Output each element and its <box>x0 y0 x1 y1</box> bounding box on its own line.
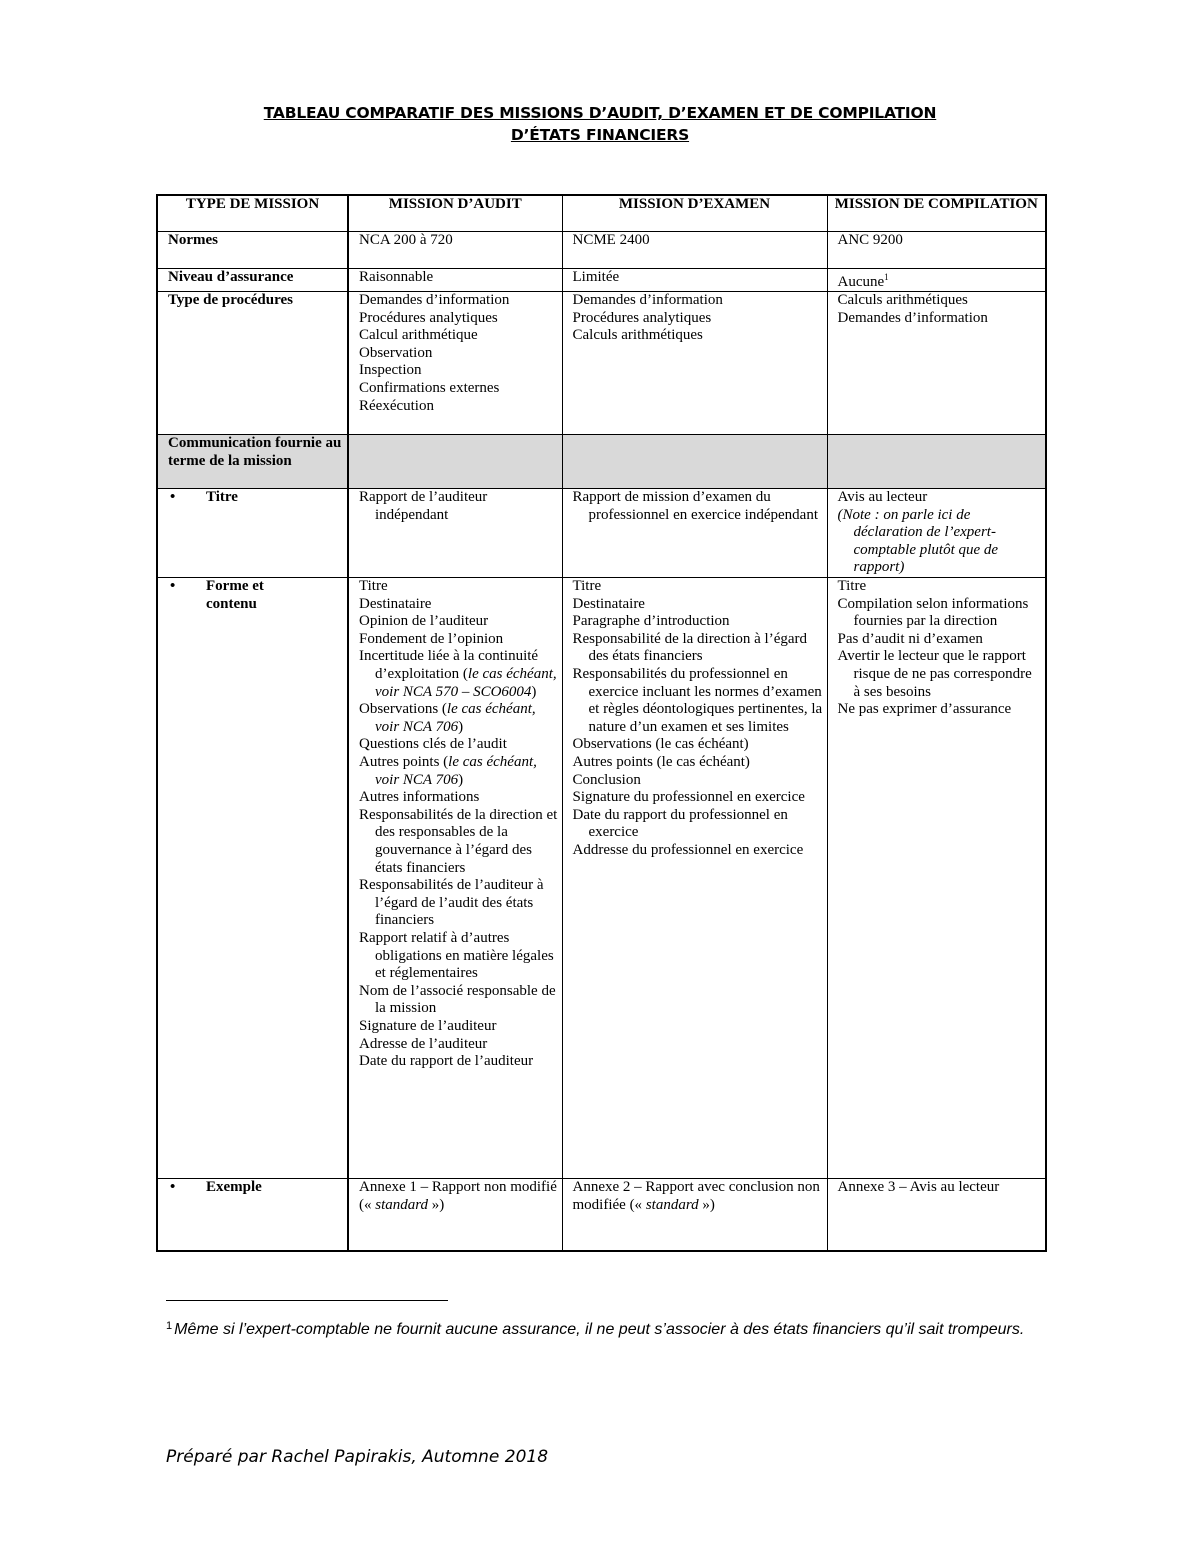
table-row-forme <box>157 578 1046 1179</box>
comparison-table <box>156 194 1047 1252</box>
list-item: Demandes d’information <box>359 292 510 309</box>
prepared-by: Préparé par Rachel Papirakis, Automne 2018 <box>166 1447 549 1467</box>
list-item: Titre <box>572 578 602 595</box>
list-item: Procédures analytiques <box>359 309 498 326</box>
list-item: Procédures analytiques <box>572 309 712 326</box>
row-label-forme <box>168 578 343 613</box>
list-item <box>359 701 558 736</box>
row-label-forme-cell <box>157 578 348 1179</box>
list-item: Adresse de l’auditeur <box>359 1035 488 1052</box>
list-item <box>359 754 558 789</box>
footnote-text: Même si l’expert-comptable ne fournit aucune assurance, il ne peut s’associer à des états financiers qu’il sait trompeurs. <box>174 1321 1025 1338</box>
header-mission-audit: MISSION D’AUDIT <box>348 195 562 231</box>
footnote <box>166 1315 1046 1341</box>
list-item: Opinion de l’auditeur <box>359 613 489 630</box>
list-item: Signature de l’auditeur <box>359 1017 497 1034</box>
title-line-1: TABLEAU COMPARATIF DES MISSIONS D’AUDIT, D’EXAMEN ET DE COMPILATION <box>263 104 937 122</box>
list-item-text: Observations ( <box>359 701 447 718</box>
list-item: Paragraphe d’introduction <box>572 613 730 630</box>
table-row-exemple <box>157 1179 1046 1251</box>
row-label-forme-text: Forme et contenu <box>206 578 264 612</box>
exemple-examen-text: Annexe 2 – Rapport avec conclusion non modifiée (« <box>572 1179 820 1213</box>
forme-compilation <box>827 578 1046 1179</box>
row-label-titre-cell <box>157 489 348 578</box>
list-item: Nom de l’associé responsable de la mission <box>359 982 556 1017</box>
table-row-titre <box>157 489 1046 578</box>
list-item: Autres informations <box>359 789 480 806</box>
bullet: • <box>170 1179 176 1196</box>
communication-audit <box>348 435 562 489</box>
bullet: • <box>170 489 176 506</box>
titre-examen <box>562 489 827 578</box>
communication-compilation <box>827 435 1046 489</box>
title-line-2: D’ÉTATS FINANCIERS <box>510 126 690 144</box>
assurance-examen: Limitée <box>562 268 827 292</box>
list-item-text: Incertitude liée à la continuité d’exploitation ( <box>359 648 539 683</box>
list-item: Destinataire <box>572 595 645 612</box>
exemple-audit-end: ») <box>428 1196 445 1213</box>
list-item: Signature du professionnel en exercice <box>572 789 805 806</box>
assurance-compilation-text: Aucune <box>837 273 885 290</box>
exemple-examen-end: ») <box>698 1196 715 1213</box>
row-label-assurance: Niveau d’assurance <box>157 268 348 292</box>
forme-audit <box>348 578 562 1179</box>
normes-examen: NCME 2400 <box>562 231 827 268</box>
document-title <box>150 102 1050 146</box>
list-item: Calcul arithmétique <box>359 327 478 344</box>
footnote-mark: 1 <box>166 1320 173 1332</box>
forme-examen <box>562 578 827 1179</box>
list-item: Rapport de l’auditeur indépendant <box>359 489 488 523</box>
list-item: Responsabilités de la direction et des responsables de la gouvernance à l’égard des états financiers <box>359 806 558 876</box>
table-row-procedures <box>157 292 1046 435</box>
list-item: Rapport relatif à d’autres obligations en matière légales et réglementaires <box>359 929 554 982</box>
list-item-italic: le cas échéant, voir NCA 706 <box>375 701 536 735</box>
exemple-audit <box>348 1179 562 1251</box>
list-item: Observations (le cas échéant) <box>572 736 749 753</box>
header-mission-examen: MISSION D’EXAMEN <box>562 195 827 231</box>
list-item: Addresse du professionnel en exercice <box>572 842 804 858</box>
list-item: Fondement de l’opinion <box>359 630 504 647</box>
procedures-compilation <box>827 292 1046 435</box>
bullet: • <box>170 578 176 595</box>
list-item: Conclusion <box>572 771 641 788</box>
list-item: Titre <box>359 578 388 595</box>
list-item-italic: le cas échéant, voir NCA 570 – SCO6004 <box>375 666 557 700</box>
footnote-reference: 1 <box>884 271 889 282</box>
row-label-titre-text: Titre <box>206 489 238 506</box>
normes-compilation: ANC 9200 <box>827 231 1046 268</box>
titre-audit <box>348 489 562 578</box>
list-item-text: Autres points ( <box>359 754 449 771</box>
procedures-examen <box>562 292 827 435</box>
row-label-exemple <box>168 1179 343 1197</box>
list-item: Avertir le lecteur que le rapport risque de ne pas correspondre à ses besoins <box>837 648 1032 700</box>
table-row-communication <box>157 435 1046 489</box>
table-header-row <box>157 195 1046 231</box>
exemple-compilation: Annexe 3 – Avis au lecteur <box>827 1179 1046 1251</box>
list-item: Ne pas exprimer d’assurance <box>837 701 1012 718</box>
footnote-separator <box>166 1300 448 1301</box>
header-type-de-mission: TYPE DE MISSION <box>157 195 348 231</box>
list-item <box>359 648 558 701</box>
exemple-audit-italic: standard <box>375 1196 429 1213</box>
list-item: Demandes d’information <box>572 292 723 309</box>
list-item: Titre <box>837 578 867 595</box>
row-label-normes: Normes <box>157 231 348 268</box>
header-mission-compilation: MISSION DE COMPILATION <box>827 195 1046 231</box>
list-item: Confirmations externes <box>359 380 500 397</box>
communication-examen <box>562 435 827 489</box>
compilation-note: (Note : on parle ici de déclaration de l’expert-comptable plutôt que de rapport) <box>837 506 999 576</box>
list-item: Responsabilité de la direction à l’égard des états financiers <box>572 630 807 665</box>
table-row-assurance <box>157 268 1046 292</box>
row-label-procedures: Type de procédures <box>157 292 348 435</box>
normes-audit: NCA 200 à 720 <box>348 231 562 268</box>
list-item-end: ) <box>531 683 537 700</box>
list-item: Calculs arithmétiques <box>837 292 968 309</box>
list-item: Rapport de mission d’examen du professionnel en exercice indépendant <box>572 489 818 523</box>
assurance-audit: Raisonnable <box>348 268 562 292</box>
list-item: Demandes d’information <box>837 309 988 326</box>
list-item: Calculs arithmétiques <box>572 327 703 344</box>
list-item: Réexécution <box>359 397 434 414</box>
list-item: Responsabilités du professionnel en exercice incluant les normes d’examen et règles déontologiques pertinentes, la nature d’un examen et ses limites <box>572 666 823 735</box>
list-item: Pas d’audit ni d’examen <box>837 630 983 647</box>
list-item: Inspection <box>359 362 422 379</box>
table-row-normes <box>157 231 1046 268</box>
assurance-compilation <box>827 268 1046 292</box>
exemple-examen <box>562 1179 827 1251</box>
list-item: Observation <box>359 344 433 361</box>
exemple-examen-italic: standard <box>645 1196 699 1213</box>
titre-compilation <box>827 489 1046 578</box>
list-item: Avis au lecteur <box>837 489 928 506</box>
list-item: Compilation selon informations fournies par la direction <box>837 595 1029 630</box>
list-item: Questions clés de l’audit <box>359 736 507 753</box>
list-item-end: ) <box>458 771 464 788</box>
list-item: Destinataire <box>359 595 432 612</box>
list-item: Date du rapport de l’auditeur <box>359 1053 534 1070</box>
row-label-titre <box>168 489 343 507</box>
row-label-exemple-cell <box>157 1179 348 1251</box>
list-item: Date du rapport du professionnel en exercice <box>572 806 788 841</box>
list-item-italic: le cas échéant, voir NCA 706 <box>375 754 537 788</box>
exemple-audit-text: Annexe 1 – Rapport non modifié (« <box>359 1179 557 1213</box>
procedures-audit <box>348 292 562 435</box>
row-label-communication: Communication fournie au terme de la mission <box>157 435 348 489</box>
list-item-end: ) <box>458 718 464 735</box>
row-label-exemple-text: Exemple <box>206 1179 262 1196</box>
list-item: Responsabilités de l’auditeur à l’égard de l’audit des états financiers <box>359 877 544 929</box>
list-item: Autres points (le cas échéant) <box>572 754 750 771</box>
